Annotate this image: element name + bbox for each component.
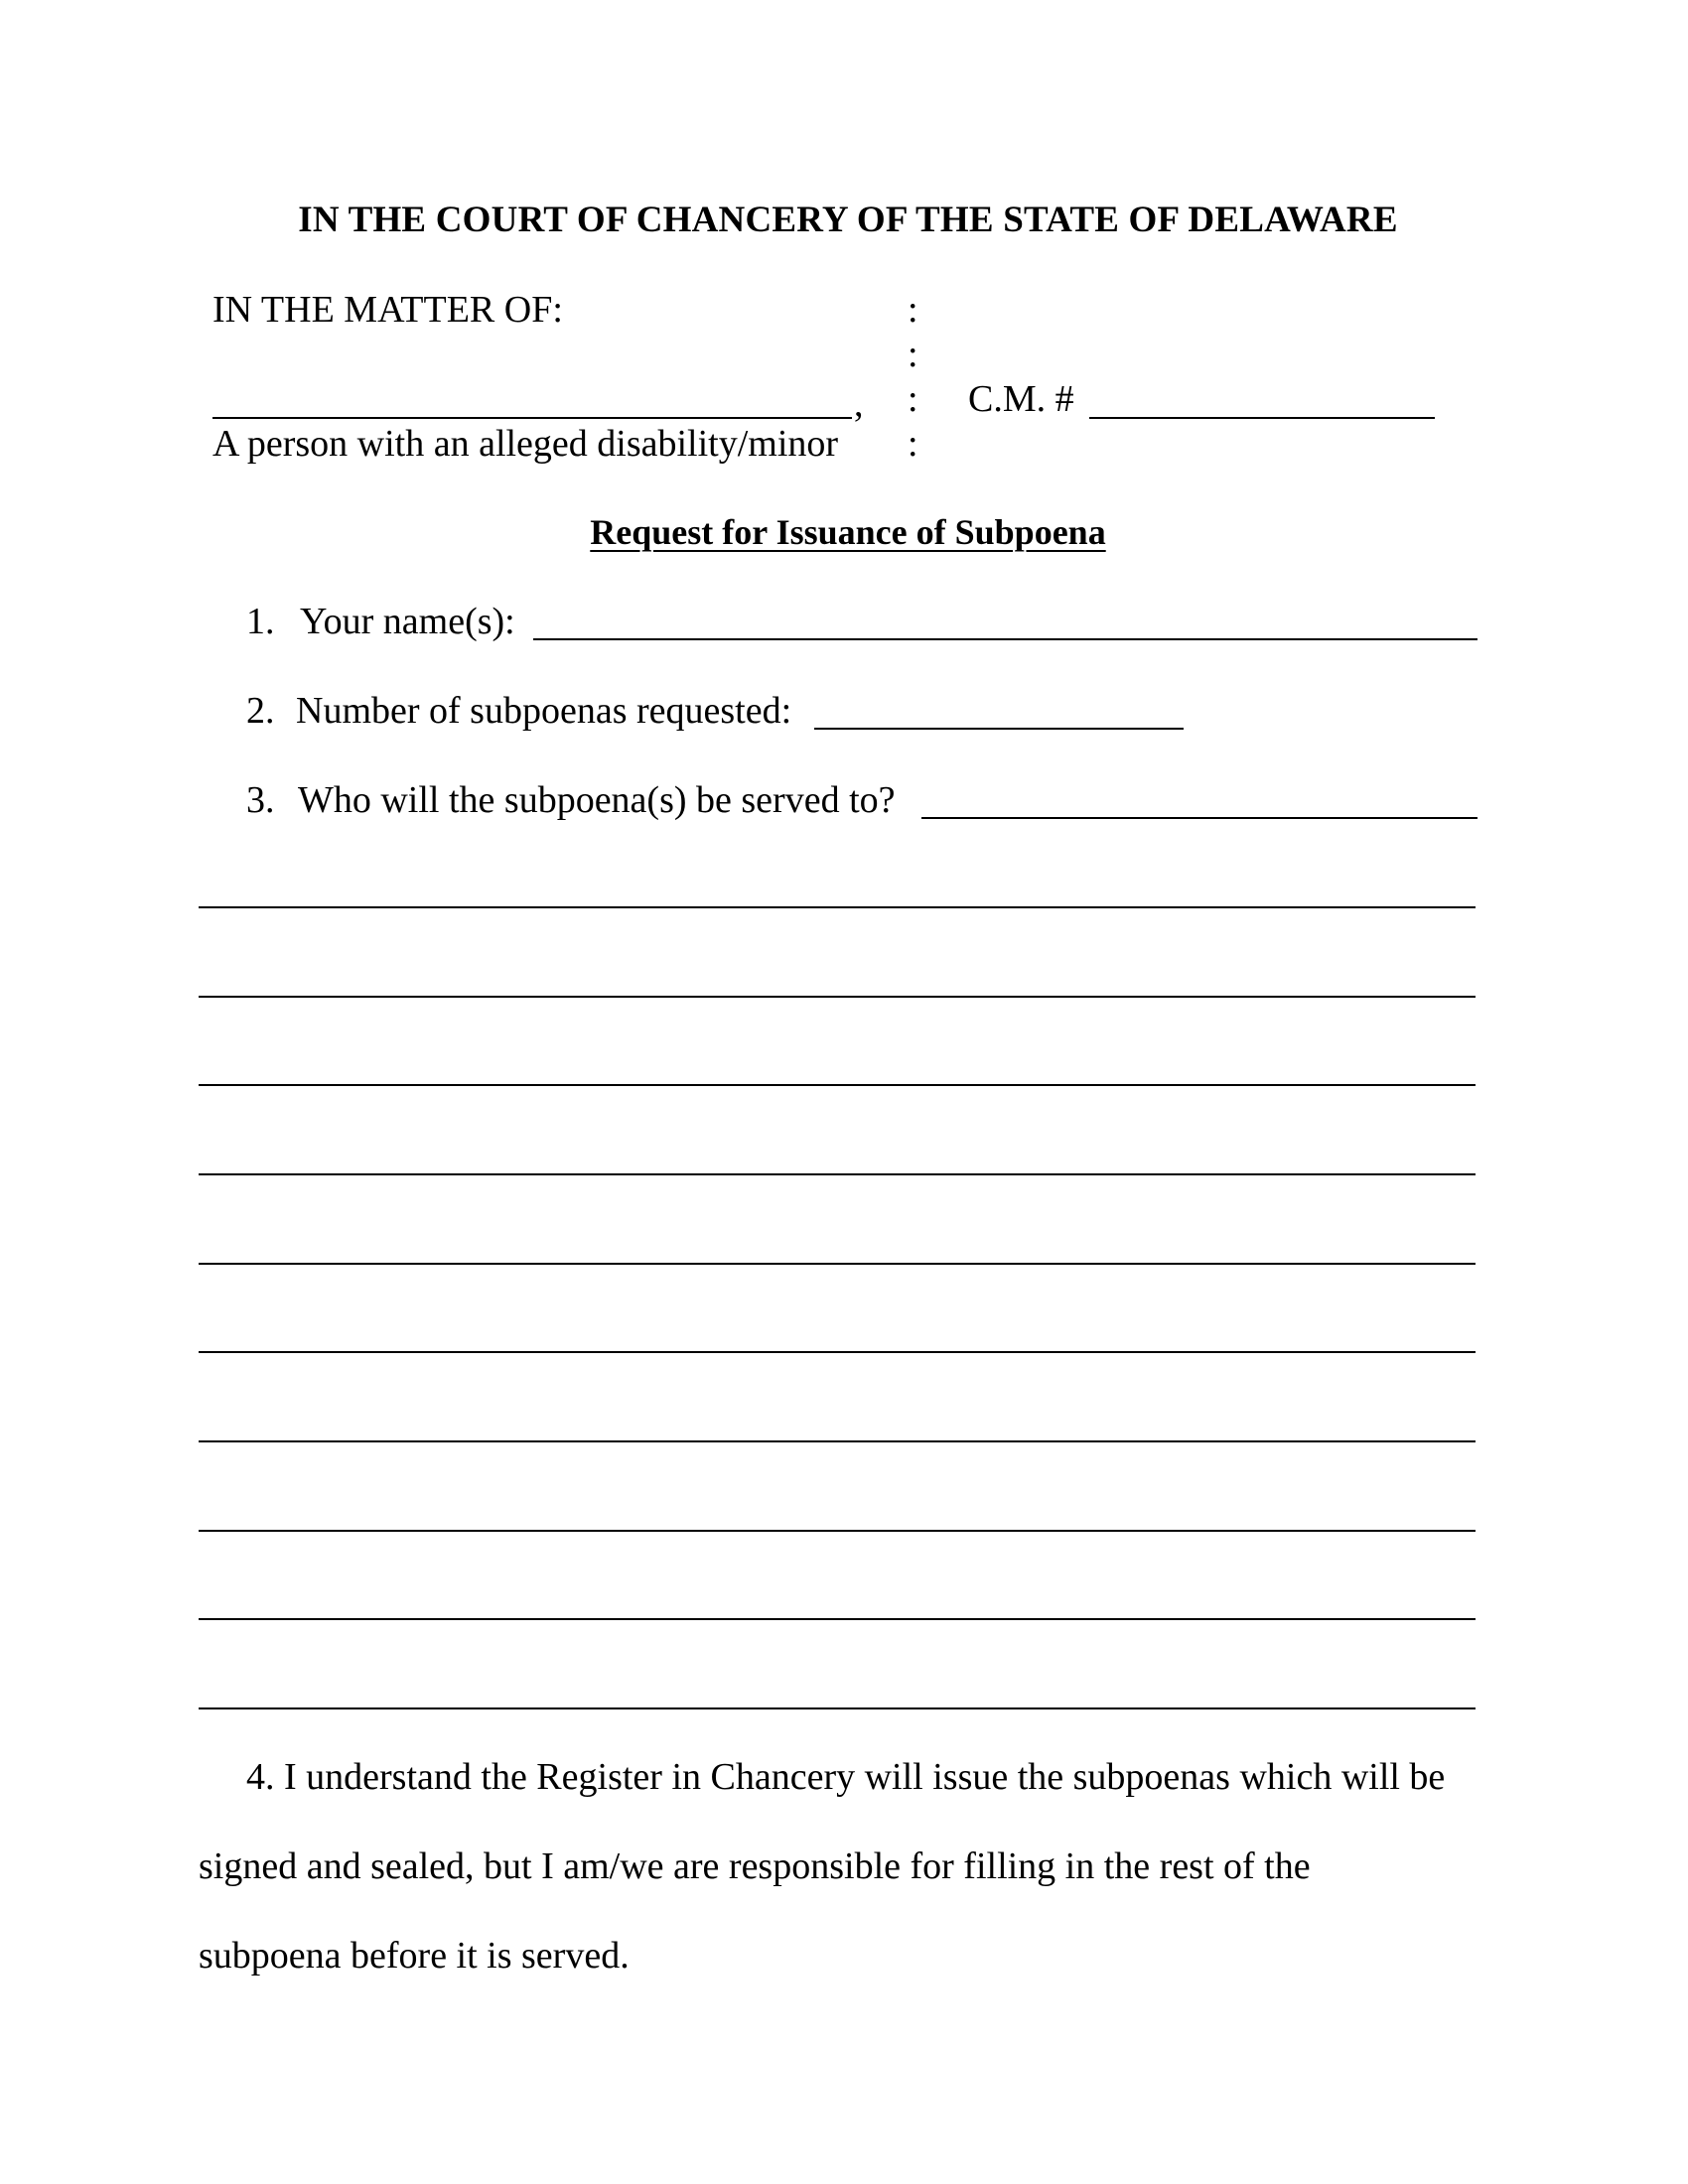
answer-line-1[interactable] <box>199 906 1476 908</box>
item-4-line-3: subpoena before it is served. <box>199 1935 630 1977</box>
item-4-line-2: signed and sealed, but I am/we are responsible for filling in the rest of the <box>199 1845 1311 1887</box>
answer-line-9[interactable] <box>199 1618 1476 1620</box>
answer-line-2[interactable] <box>199 996 1476 998</box>
your-names-field[interactable] <box>533 638 1477 640</box>
item-1-number: 1. <box>246 601 275 642</box>
person-name-field[interactable] <box>212 417 852 419</box>
cm-number-field[interactable] <box>1089 417 1435 419</box>
item-1-label: Your name(s): <box>300 601 515 642</box>
answer-line-7[interactable] <box>199 1440 1476 1442</box>
served-to-field[interactable] <box>921 817 1477 819</box>
person-description: A person with an alleged disability/minor <box>212 423 839 465</box>
answer-line-6[interactable] <box>199 1351 1476 1353</box>
item-2-label: Number of subpoenas requested: <box>296 690 792 732</box>
caption-colon-3: : <box>908 378 918 420</box>
item-4-line-1: 4. I understand the Register in Chancery will issue the subpoenas which will be <box>246 1756 1446 1798</box>
answer-line-10[interactable] <box>199 1707 1476 1709</box>
answer-line-5[interactable] <box>199 1263 1476 1265</box>
caption-colon-1: : <box>908 289 918 331</box>
answer-line-4[interactable] <box>199 1173 1476 1175</box>
caption-comma: , <box>854 383 864 425</box>
item-2-number: 2. <box>246 690 275 732</box>
answer-line-8[interactable] <box>199 1530 1476 1532</box>
court-title: IN THE COURT OF CHANCERY OF THE STATE OF DELAWARE <box>298 200 1398 240</box>
item-3-label: Who will the subpoena(s) be served to? <box>298 779 896 821</box>
item-3-number: 3. <box>246 779 275 821</box>
subpoena-count-field[interactable] <box>814 728 1184 730</box>
caption-colon-2: : <box>908 334 918 375</box>
caption-colon-4: : <box>908 423 918 465</box>
document-title: Request for Issuance of Subpoena <box>590 512 1106 552</box>
matter-label: IN THE MATTER OF: <box>212 289 563 331</box>
cm-label: C.M. # <box>968 378 1074 420</box>
answer-line-3[interactable] <box>199 1084 1476 1086</box>
